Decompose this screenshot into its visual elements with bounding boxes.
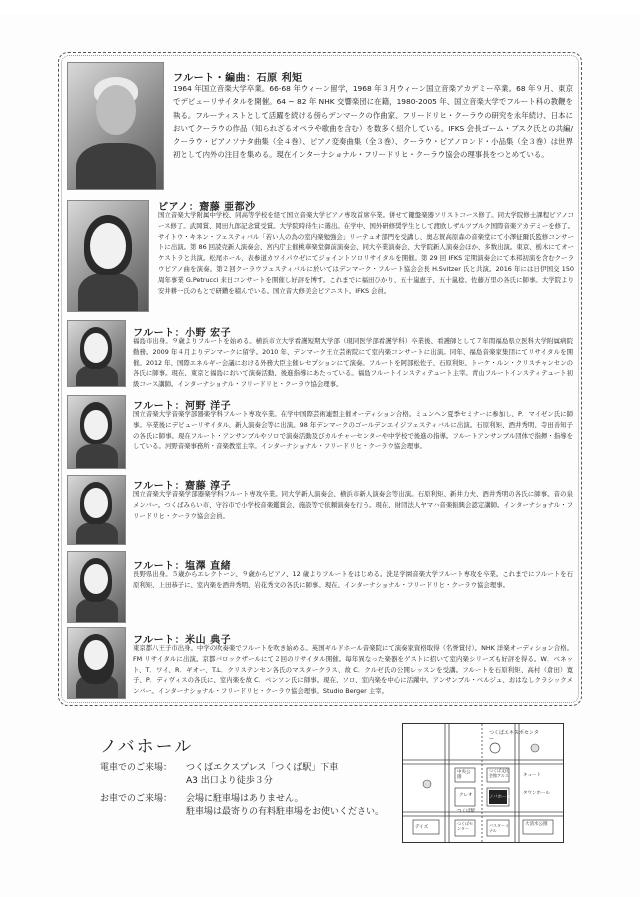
performer-bio: 東京都八王子市出身。中学の吹奏楽でフルートを吹き始める。英国ギルドホール音楽院にて演奏家資格取得（名誉賞付）。NHK 洋楽オーディション合格。FM リサイタルに出演。京都バロックザールにて２回のリサイタル開催。毎年異なった楽器をゲストに招いて室内楽シリーズも好評を得る。W．ベネット、T．ワイ、R．ギオー、T.L．クリステンセン各氏のマスタークラス、故 C．クルゼ氏の公開レッスンを受講。フルートを石原利矩、高村（倉田）寛子、P．ディヴィスの各氏に、室内楽を故 C．ベンソン氏に師事。現在、ソロ、室内楽を中心に活躍中。アンサンブル・ベルジュ、おはなしクラシックメンバー。インターナショナル・フリードリヒ・クーラウ協会理事。Studio Berger 主宰。 (133, 644, 573, 696)
car-label: お車でのご来場： (100, 794, 173, 804)
map-label-townhall: タウンホール (523, 791, 550, 796)
hall-title: ノバホール (100, 737, 194, 757)
train-access (100, 762, 338, 788)
car-access (100, 793, 384, 819)
map-label-creo: クレオ (459, 793, 473, 798)
performer-photo (67, 62, 164, 190)
performer-name: フルート：小野 宏子 (133, 328, 232, 339)
map-label-days: デイズ (415, 825, 429, 830)
performer-bio: 長野県出身。５歳からエレクトーン、９歳からピアノ、12 歳よりフルートをはじめる。洗足学園音楽大学フルート専攻を卒業。これまでにフルートを石原利矩、上田恭子に、室内楽を酒井秀明、岩花秀文の各氏に師事。現在、インターナショナル・フリードリヒ・クーラウ協会理事。 (133, 570, 573, 589)
performer-photo (67, 551, 126, 623)
performer-name: フルート：米山 典子 (133, 635, 232, 646)
map-label-center: つくばセンター (457, 821, 473, 831)
performer-bio: 国立音楽大学附属中学校、同高等学校を経て国立音楽大学ピアノ専攻首席卒業。併せて鍵盤楽器ソリストコース修了。同大学院修士課程ピアノコース修了。武岡賞、岡田九郎記念賞受賞。大学院時待生に選出。在学中、国外研修奨学生として渡欧しザルツブルク国際音楽アカデミーを修了。サイトウ・キネン・フェスティバル「若い人の為の室内楽勉強会」リーテュオ部門を受講し、奥志賀高原森の音楽堂にて小澤征爾氏監修コンサートに出演。第 86 回読売新人演奏会、宮内庁主催桃華楽堂御前演奏会、同大卒業演奏会、大学院新人演奏会ほか、多数出演。東京、栃木にてオーケストラと共演。松尾ホール、表参道カワイパウゼにてジョイントソロリサイタルを開催。第 29 回 IFKS 定期演奏会にて本邦初演を含むクーラウピアノ曲を演奏。第２回クーラウフェスティバルに於いてはデンマーク・フルート協会会長 H.Svitzer 氏と共演。2016 年には日伊国交 150 周年事業 G.Petrucci 来日コンサートを開催し好評を博す。これまでに福田ひかり、五十嵐恵子、五十嵐稔、佐藤万里の各氏に師事。大学院より安井耕一氏のもとで研鑽を積んでいる。国立音大修美会ピアニスト。IFKS 会員。 (158, 211, 574, 295)
map-label-ars: つくば文化会館アルス (489, 768, 509, 778)
map-label-station: つくば駅 (457, 809, 475, 814)
performer-name: ピアノ：齋藤 亜都沙 (158, 202, 256, 213)
car-line1: 会場に駐車場はありません。 (186, 794, 304, 804)
page-top-band (0, 0, 640, 14)
performer-photo (67, 200, 149, 312)
performer-photo (67, 320, 126, 387)
performer-bio: 国立音楽大学音楽学部器楽学科フルート専攻卒業。同大学新人演奏会、横浜市新人演奏会等出演。石原利矩、新井力夫、酒井秀明の各氏に師事。音の泉メンバー。つくばみらい市、守谷市で小学校音楽鑑賞会、施設等で依頼演奏を行う。現在、財団法人ヤマハ音楽振興会認定講師。インターナショナル・フリードリヒ・クーラウ協会会員。 (133, 490, 573, 520)
train-line2: A3 出口より徒歩３分 (186, 776, 273, 786)
map-label-bus: バスターミナル (489, 823, 509, 833)
access-map (402, 723, 564, 843)
car-line2: 駐車場は最寄りの有料駐車場をお使いください。 (186, 807, 385, 817)
performer-photo (67, 395, 126, 469)
map-label-cute: キュート (523, 773, 541, 778)
train-label: 電車でのご来場： (100, 763, 173, 773)
performer-photo (67, 475, 126, 545)
performer-photo (67, 627, 126, 699)
performer-name: フルート：塩澤 直緒 (133, 561, 232, 572)
performer-name: フルート・編曲：石原 利矩 (173, 73, 303, 84)
train-line1: つくばエクスプレス「つくば駅」下車 (186, 763, 339, 773)
performer-name: フルート：河野 洋子 (133, 401, 232, 412)
performer-bio: 1964 年国立音楽大学卒業。66-68 年ウィーン留学，1968 年３月ウィーン国立音楽アカデミー卒業。68 年９月、東京でデビューリサイタルを開催。64 ~ 82 年 NHK 交響楽団に在籍，1980-2005 年、国立音楽大学でフルート科の教鞭を執る。フルーティストとして活躍を続ける傍らデンマークの作曲家、フリードリヒ・クーラウの研究を永年続け、日本においてクーラウの作品（知られざるオペラや歌曲を含む）を数多く紹介している。IFKS 会長ゴーム・ブスク氏との共編/クーラウ・ピアノソナタ曲集（全４巻）、ピアノ変奏曲集（全３巻）、クーラウ・ピアノロンド・小品集（全３巻）は世界初として内外の注目を集める。現在インターナショナル・フリードリヒ・クーラウ協会の理事長をつとめている。 (173, 84, 573, 160)
map-label-expo: つくばエキスポセンター (489, 730, 539, 742)
map-label-hall: ノバホール (489, 795, 512, 800)
performer-bio: 国立音楽大学音楽学部器楽学科フルート専攻卒業。在学中国際芸術連盟主催オーディション合格。ミュンヘン夏季セミナーに参加し、P．マイゼン氏に師事。卒業後にデビューリサイタル、新人演奏会等に出演。98 年デンマークのゴールデンエイジフェスティバルに出演。石原利矩、酒井秀明、寺田善知子の各氏に師事。現在フルート・アンサンブルやソロで演奏活動及びカルチャーセンターや中学校で後進の指導。フルートアンサンブル団体で指揮・指導をしている。河野音楽事務所・音楽教室主宰。インターナショナル・フリードリヒ・クーラウ協会理事。 (133, 410, 573, 451)
map-label-oshimizu: 大清水公園 (525, 822, 548, 827)
performer-name: フルート：齋藤 淳子 (133, 481, 232, 492)
performer-bio: 福島市出身。９歳よりフルートを始める。横浜市立大学看護短期大学部（現同医学部看護学科）卒業後、看護師として７年間福島県立医科大学附属病院勤務。2009 年４月よりデンマークに留学。2010 年、デンマーク王立芸術院にて室内楽コンサートに出演。同年、福島音楽家集団にてリサイタルを開催。2012 年、国際エネルギー会議における外務大臣主催レセプションにて演奏。フルートを阿部松佐子、石原利矩、トーケ・ルン・クリスチャンセンの各氏に師事。現在、東京と福島において演奏活動、後進指導にあたっている。福島フルートインスティテュート主宰。青山フルートインスティテュート初級コース講師。インターナショナル・フリードリヒ・クーラウ協会理事。 (133, 337, 573, 389)
map-label-park: 中央公園 (457, 770, 471, 780)
